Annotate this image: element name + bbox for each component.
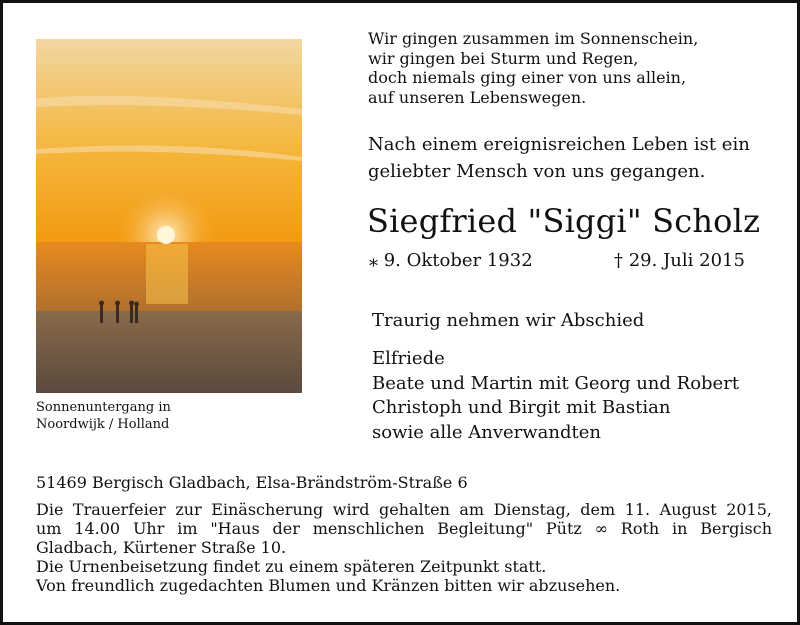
sunset-beach-image <box>36 39 302 393</box>
flowers-note: Von freundlich zugedachten Blumen und Kränzen bitten wir abzusehen. <box>36 576 621 595</box>
intro-line: geliebter Mensch von uns gegangen. <box>368 161 706 182</box>
funeral-details <box>36 473 772 595</box>
poem-line: doch niemals ging einer von uns allein, <box>368 68 687 87</box>
ceremony-line: Gladbach, Kürtener Straße 10. <box>36 538 287 557</box>
family-member: Christoph und Birgit mit Bastian <box>372 397 671 418</box>
intro-line: Nach einem ereignisreichen Leben ist ein <box>368 134 750 155</box>
poem-line: wir gingen bei Sturm und Regen, <box>368 48 639 68</box>
sun <box>157 226 175 244</box>
urn-burial-note: Die Urnenbeisetzung findet zu einem späteren Zeitpunkt statt. <box>36 557 547 576</box>
sunset-photo <box>36 39 302 393</box>
caption-line: Sonnenuntergang in <box>36 400 171 415</box>
ceremony-line: um 14.00 Uhr im "Haus der menschlichen Begleitung" Pütz ∞ Roth in Bergisch <box>36 519 772 538</box>
sun-reflection <box>146 244 188 304</box>
poem-line: Wir gingen zusammen im Sonnenschein, <box>368 29 699 48</box>
caption-line: Noordwijk / Holland <box>36 417 170 432</box>
beach <box>36 311 302 393</box>
death-date: † 29. Juli 2015 <box>614 250 745 271</box>
intro-text <box>368 131 750 185</box>
family-member: Elfriede <box>372 348 445 369</box>
ceremony-line: Die Trauerfeier zur Einäscherung wird gehalten am Dienstag, dem 11. August 2015, <box>36 500 772 519</box>
family-member: Beate und Martin mit Georg und Robert <box>372 372 740 394</box>
farewell-line: Traurig nehmen wir Abschied <box>372 310 645 331</box>
photo-caption <box>36 399 171 433</box>
family-list <box>372 347 739 445</box>
family-member: sowie alle Anverwandten <box>372 421 601 443</box>
poem <box>368 29 698 107</box>
deceased-name: Siegfried "Siggi" Scholz <box>367 202 761 240</box>
poem-line: auf unseren Lebenswegen. <box>368 87 587 107</box>
birth-date: ⁎ 9. Oktober 1932 <box>369 250 533 271</box>
address: 51469 Bergisch Gladbach, Elsa-Brändström-Straße 6 <box>36 473 468 492</box>
